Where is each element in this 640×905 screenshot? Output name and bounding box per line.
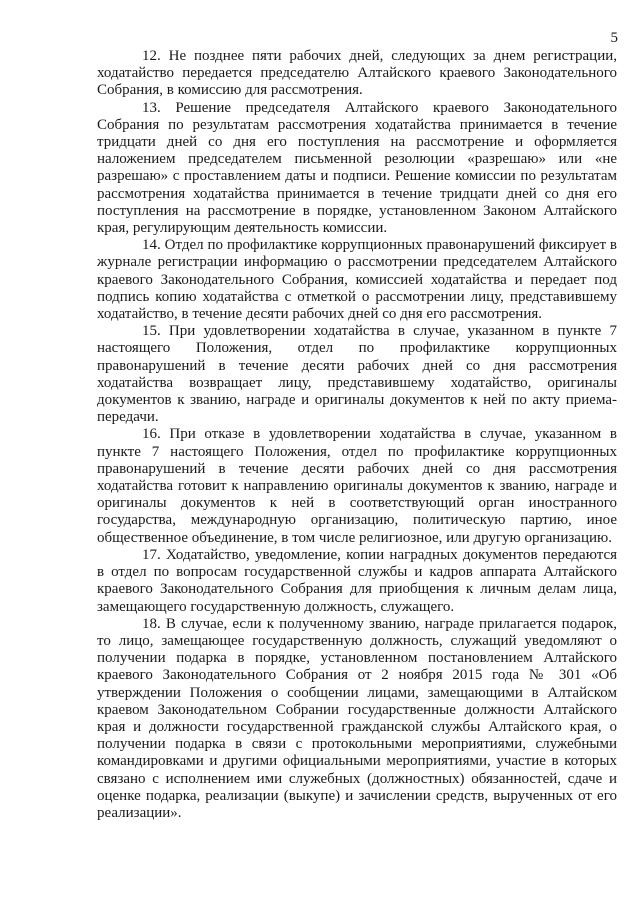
paragraph-14: 14. Отдел по профилактике коррупционных правонарушений фиксирует в журнале регистрации информацию о рассмотрении председателем Алтайского краевого Законодательного Собрания, комиссией ходатайства и передает под подпись копию ходатайства с отметкой о рассмотрении лицу, представившему ходатайство, в течение десяти рабочих дней со дня его рассмотрения. <box>97 237 617 323</box>
paragraph-13: 13. Решение председателя Алтайского краевого Законодательного Собрания по результатам рассмотрения ходатайства принимается в течение тридцати дней со дня его поступления на рассмотрение и оформляется наложением председателем письменной резолюции «разрешаю» или «не разрешаю» с проставлением даты и подписи. Решение комиссии по результатам рассмотрения ходатайства принимается в течение тридцати дней со дня его поступления на рассмотрение в порядке, установленном Законом Алтайского края, регулирующим деятельность комиссии. <box>97 99 617 237</box>
paragraph-16: 16. При отказе в удовлетворении ходатайства в случае, указанном в пункте 7 настоящего Положения, отдел по профилактике коррупционных правонарушений в течение десяти рабочих дней со дня рассмотрения ходатайства готовит к направлению оригиналы документов к званию, награде и оригиналы документов к ней в соответствующий орган иностранного государства, международную организацию, политическую партию, иное общественное объединение, в том числе религиозное, или другую организацию. <box>97 426 617 546</box>
paragraph-12: 12. Не позднее пяти рабочих дней, следующих за днем регистрации, ходатайство передается председателю Алтайского краевого Законодательного Собрания, в комиссию для рассмотрения. <box>97 48 617 99</box>
paragraph-18: 18. В случае, если к полученному званию, награде прилагается подарок, то лицо, замещающее государственную должность, служащий уведомляют о получении подарка в порядке, установленном постановлением Алтайского краевого Законодательного Собрания от 2 ноября 2015 года № 301 «Об утверждении Положения о сообщении лицами, замещающими в Алтайском краевом Законодательном Собрании государственные должности Алтайского края и должности государственной гражданской службы Алтайского края, о получении подарка в связи с протокольными мероприятиями, служебными командировками и другими официальными мероприятиями, участие в которых связано с исполнением ими служебных (должностных) обязанностей, сдаче и оценке подарка, реализации (выкупе) и зачислении средств, вырученных от его реализации». <box>97 615 617 821</box>
page-number: 5 <box>610 30 618 46</box>
paragraph-17: 17. Ходатайство, уведомление, копии наградных документов передаются в отдел по вопросам государственной службы и кадров аппарата Алтайского краевого Законодательного Собрания для приобщения к личным делам лица, замещающего государственную должность, служащего. <box>97 546 617 615</box>
document-body <box>97 48 617 822</box>
paragraph-15: 15. При удовлетворении ходатайства в случае, указанном в пункте 7 настоящего Положения, отдел по профилактике коррупционных правонарушений в течение десяти рабочих дней со дня рассмотрения ходатайства возвращает лицу, представившему ходатайство, оригиналы документов к званию, награде и оригиналы документов к ней по акту приема-передачи. <box>97 323 617 426</box>
